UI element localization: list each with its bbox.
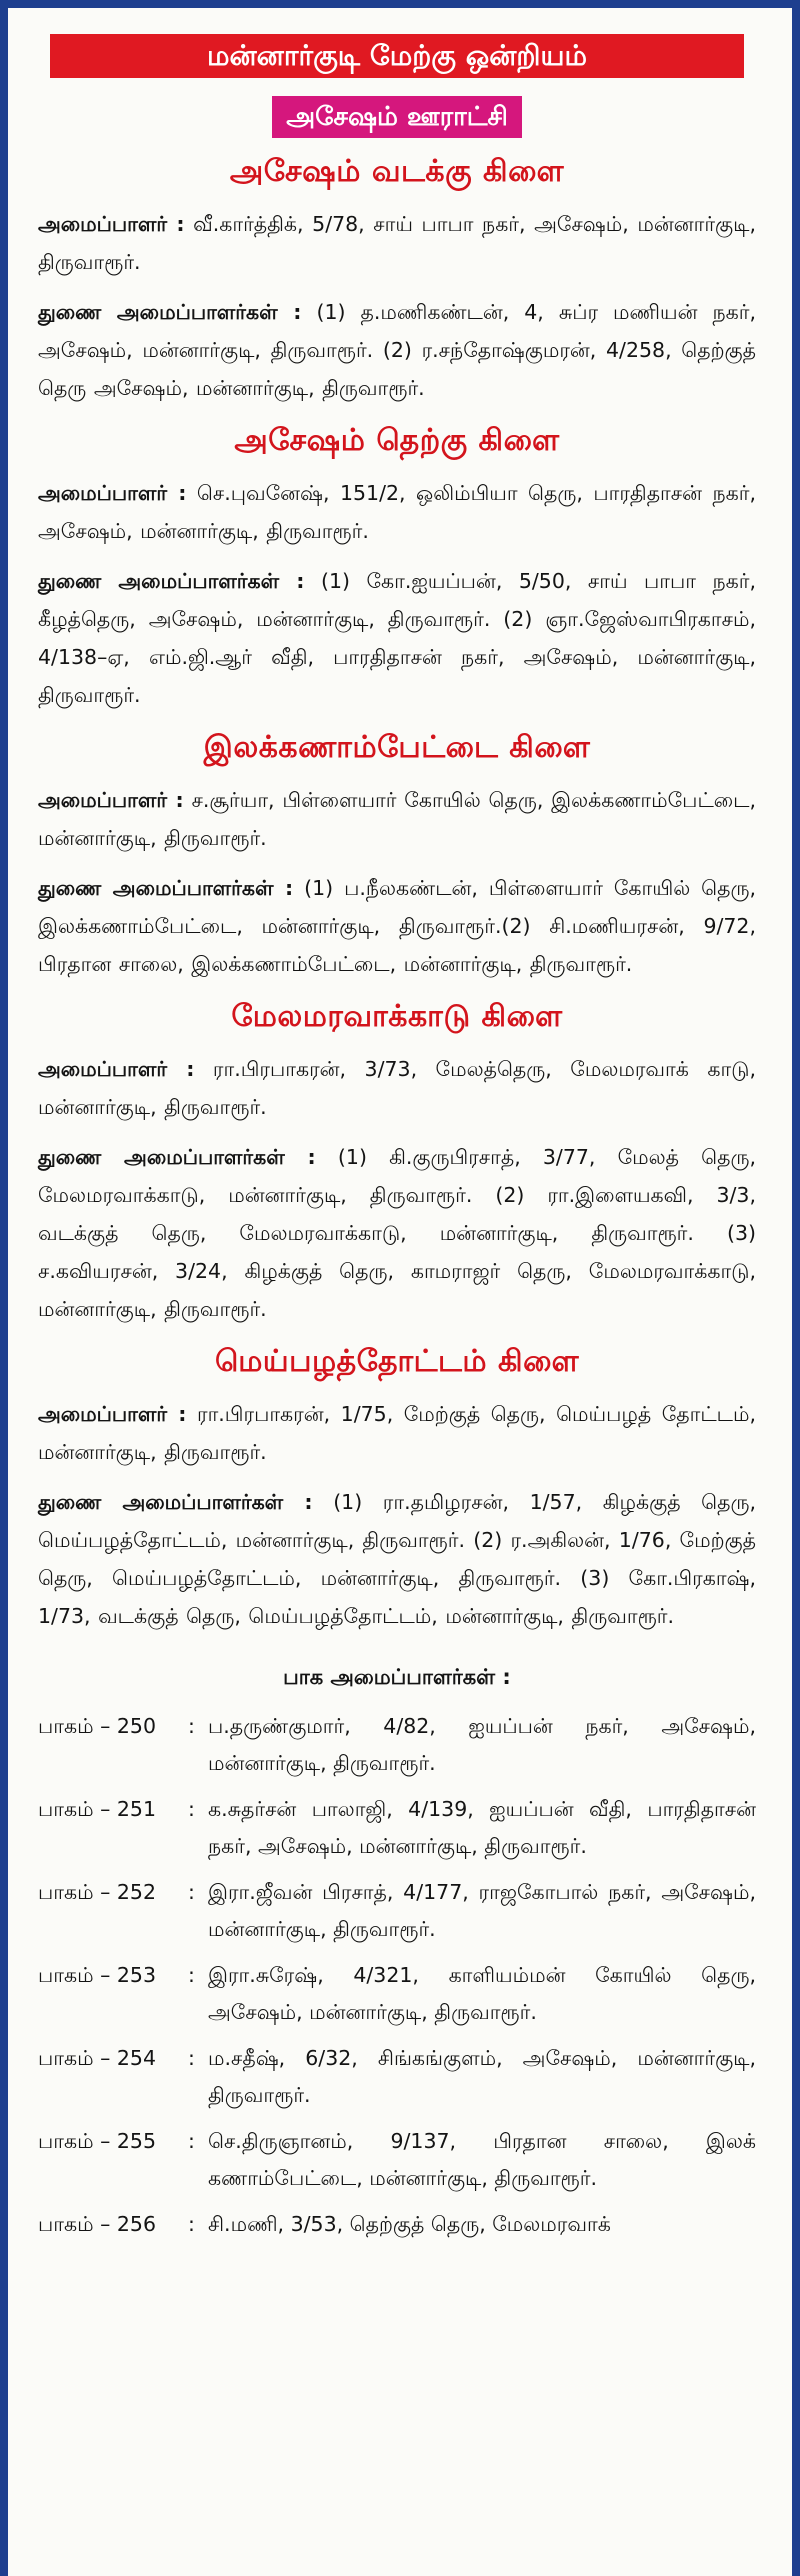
section-3 <box>38 999 756 1328</box>
booth-colon: : <box>188 1963 195 1987</box>
deputy-details: (1) ப.நீலகண்டன், பிள்ளையார் கோயில் தெரு, இலக்கணாம்பேட்டை, மன்னார்குடி, திருவாரூர்.(2) சி.மணியரசன், 9/72, பிரதான சாலை, இலக்கணாம்பேட்டை, மன்னார்குடி, திருவாரூர். <box>38 876 756 976</box>
section-title: இலக்கணாம்பேட்டை கிளை <box>203 730 591 765</box>
booth-number: பாகம் – 256 <box>38 2212 156 2236</box>
booth-number: பாகம் – 253 <box>38 1963 156 1987</box>
organizer-paragraph <box>38 1050 756 1126</box>
booth-colon: : <box>188 1880 195 1904</box>
booth-details: ப.தருண்குமார், 4/82, ஐயப்பன் நகர், அசேஷம், மன்னார்குடி, திருவாரூர். <box>208 1714 756 1775</box>
booth-row <box>38 1957 756 2031</box>
deputy-details: (1) த.மணிகண்டன், 4, சுப்ர மணியன் நகர், அசேஷம், மன்னார்குடி, திருவாரூர். (2) ர.சந்தோஷ்குமரன், 4/258, தெற்குத் தெரு அசேஷம், மன்னார்குடி, திருவாரூர். <box>38 300 756 400</box>
organizer-paragraph <box>38 781 756 857</box>
section-2 <box>38 730 756 983</box>
organizer-details: ரா.பிரபாகரன், 1/75, மேற்குத் தெரு, மெய்பழத் தோட்டம், மன்னார்குடி, திருவாரூர். <box>38 1402 756 1464</box>
deputy-paragraph <box>38 1138 756 1328</box>
deputy-label: துணை அமைப்பாளர்கள் : <box>38 876 294 900</box>
organizer-label: அமைப்பாளர் : <box>38 212 185 236</box>
booth-number: பாகம் – 251 <box>38 1797 156 1821</box>
deputy-paragraph <box>38 293 756 407</box>
booth-number: பாகம் – 250 <box>38 1714 156 1738</box>
organizer-paragraph <box>38 474 756 550</box>
deputy-details: (1) ரா.தமிழரசன், 1/57, கிழக்குத் தெரு, மெய்பழத்தோட்டம், மன்னார்குடி, திருவாரூர். (2) ர.அகிலன், 1/76, மேற்குத் தெரு, மெய்பழத்தோட்டம், மன்னார்குடி, திருவாரூர். (3) கோ.பிரகாஷ், 1/73, வடக்குத் தெரு, மெய்பழத்தோட்டம், மன்னார்குடி, திருவாரூர். <box>38 1490 756 1628</box>
booth-colon: : <box>188 2046 195 2070</box>
section-1 <box>38 423 756 714</box>
organizer-paragraph <box>38 205 756 281</box>
organizer-label: அமைப்பாளர் : <box>38 1057 195 1081</box>
organizer-label: அமைப்பாளர் : <box>38 1402 187 1426</box>
section-title: மேலமரவாக்காடு கிளை <box>231 999 563 1034</box>
booth-details: இரா.ஜீவன் பிரசாத், 4/177, ராஜகோபால் நகர், அசேஷம், மன்னார்குடி, திருவாரூர். <box>208 1880 756 1941</box>
organizer-details: ச.சூர்யா, பிள்ளையார் கோயில் தெரு, இலக்கணாம்பேட்டை, மன்னார்குடி, திருவாரூர். <box>38 788 756 850</box>
deputy-paragraph <box>38 1483 756 1635</box>
organizer-paragraph <box>38 1395 756 1471</box>
booth-row <box>38 1874 756 1948</box>
panchayat-header-wrap <box>38 96 756 138</box>
organizer-details: ரா.பிரபாகரன், 3/73, மேலத்தெரு, மேலமரவாக் காடு, மன்னார்குடி, திருவாரூர். <box>38 1057 756 1119</box>
booth-row <box>38 2206 756 2243</box>
booth-list <box>38 1708 756 2243</box>
booth-number: பாகம் – 254 <box>38 2046 156 2070</box>
deputy-label: துணை அமைப்பாளர்கள் : <box>38 1490 313 1514</box>
panchayat-header: அசேஷம் ஊராட்சி <box>272 96 522 138</box>
booth-details: செ.திருஞானம், 9/137, பிரதான சாலை, இலக் கணாம்பேட்டை, மன்னார்குடி, திருவாரூர். <box>208 2129 756 2190</box>
booth-row <box>38 2123 756 2197</box>
booth-details: க.சுதர்சன் பாலாஜி, 4/139, ஐயப்பன் வீதி, பாரதிதாசன் நகர், அசேஷம், மன்னார்குடி, திருவாரூர். <box>208 1797 756 1858</box>
union-header: மன்னார்குடி மேற்கு ஒன்றியம் <box>50 34 744 78</box>
booth-row <box>38 1708 756 1782</box>
deputy-details: (1) கி.குருபிரசாத், 3/77, மேலத் தெரு, மேலமரவாக்காடு, மன்னார்குடி, திருவாரூர். (2) ரா.இளையகவி, 3/3, வடக்குத் தெரு, மேலமரவாக்காடு, மன்னார்குடி, திருவாரூர். (3) ச.கவியரசன், 3/24, கிழக்குத் தெரு, காமராஜர் தெரு, மேலமரவாக்காடு, மன்னார்குடி, திருவாரூர். <box>38 1145 756 1321</box>
booth-details: இரா.சுரேஷ், 4/321, காளியம்மன் கோயில் தெரு, அசேஷம், மன்னார்குடி, திருவாரூர். <box>208 1963 756 2024</box>
deputy-paragraph <box>38 869 756 983</box>
section-title: அசேஷம் வடக்கு கிளை <box>229 154 565 189</box>
booth-number: பாகம் – 252 <box>38 1880 156 1904</box>
booth-colon: : <box>188 2212 195 2236</box>
deputy-paragraph <box>38 562 756 714</box>
booth-organizers-heading: பாக அமைப்பாளர்கள் : <box>283 1665 511 1689</box>
booth-row <box>38 1791 756 1865</box>
section-4 <box>38 1344 756 1635</box>
booth-details: சி.மணி, 3/53, தெற்குத் தெரு, மேலமரவாக் <box>208 2212 611 2236</box>
booth-colon: : <box>188 2129 195 2153</box>
section-title: மெய்பழத்தோட்டம் கிளை <box>214 1344 580 1379</box>
organizer-label: அமைப்பாளர் : <box>38 481 187 505</box>
booth-colon: : <box>188 1714 195 1738</box>
deputy-label: துணை அமைப்பாளர்கள் : <box>38 569 305 593</box>
section-title: அசேஷம் தெற்கு கிளை <box>234 423 560 458</box>
booth-number: பாகம் – 255 <box>38 2129 156 2153</box>
booth-row <box>38 2040 756 2114</box>
organizer-details: வீ.கார்த்திக், 5/78, சாய் பாபா நகர், அசேஷம், மன்னார்குடி, திருவாரூர். <box>38 212 756 274</box>
booth-colon: : <box>188 1797 195 1821</box>
deputy-label: துணை அமைப்பாளர்கள் : <box>38 1145 316 1169</box>
deputy-label: துணை அமைப்பாளர்கள் : <box>38 300 302 324</box>
booth-details: ம.சதீஷ், 6/32, சிங்கங்குளம், அசேஷம், மன்னார்குடி, திருவாரூர். <box>208 2046 756 2107</box>
organizer-details: செ.புவனேஷ், 151/2, ஒலிம்பியா தெரு, பாரதிதாசன் நகர், அசேஷம், மன்னார்குடி, திருவாரூர். <box>38 481 756 543</box>
section-0 <box>38 154 756 407</box>
organizer-label: அமைப்பாளர் : <box>38 788 184 812</box>
newspaper-page <box>8 0 792 2576</box>
deputy-details: (1) கோ.ஐயப்பன், 5/50, சாய் பாபா நகர், கீழத்தெரு, அசேஷம், மன்னார்குடி, திருவாரூர். (2) ஞா.ஜேஸ்வாபிரகாசம், 4/138–ஏ, எம்.ஜி.ஆர் வீதி, பாரதிதாசன் நகர், அசேஷம், மன்னார்குடி, திருவாரூர். <box>38 569 756 707</box>
